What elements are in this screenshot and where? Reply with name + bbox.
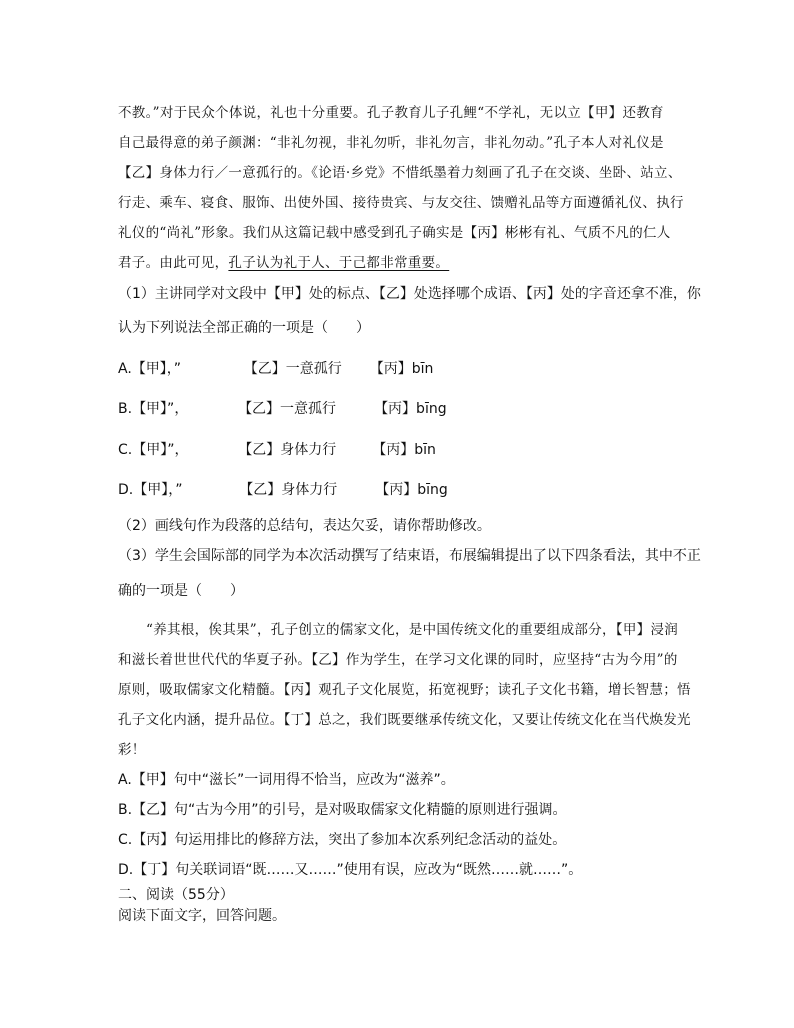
underlined-sentence: 孔子认为礼于人、于己都非常重要。 <box>228 255 450 271</box>
option-bing: 【丙】bīn <box>369 361 434 377</box>
option-letter: C. <box>118 442 133 458</box>
option-jia: 【甲】，” <box>133 482 183 498</box>
passage1-line-1: 不教。”对于民众个体说，礼也十分重要。孔子教育儿子孔鲤“不学礼，无以立【甲】还教育 <box>118 105 664 121</box>
option-letter: A. <box>118 361 132 377</box>
option-bing: 【丙】bīn <box>372 442 436 458</box>
option-yi: 【乙】一意孤行 <box>243 361 342 377</box>
option-jia: 【甲】”， <box>132 401 189 417</box>
option-yi: 【乙】身体力行 <box>239 482 338 498</box>
q3-option-c[interactable]: C.【丙】句运用排比的修辞方法，突出了参加本次系列纪念活动的益处。 <box>118 832 567 848</box>
option-jia: 【甲】”， <box>132 442 189 458</box>
option-bing: 【丙】bīng <box>375 482 448 498</box>
q3-option-a[interactable]: A.【甲】句中“滋长”一词用得不恰当，应改为“滋养”。 <box>118 772 455 788</box>
option-letter: D. <box>118 482 134 498</box>
q3-stem-line-2: 确的一项是（ ） <box>118 583 244 599</box>
passage1-line-3: 【乙】身体力行／一意孤行的。《论语·乡党》不惜纸墨着力刻画了孔子在交谈、坐卧、站立、 <box>118 165 682 181</box>
option-jia: 【甲】，” <box>131 361 182 377</box>
q3-passage-line-5: 彩！ <box>118 742 146 758</box>
q1-option-d[interactable] <box>118 479 448 499</box>
passage1-line-5: 礼仪的“尚礼”形象。我们从这篇记载中感受到孔子确实是【丙】彬彬有礼、气质不凡的仁人 <box>118 225 671 241</box>
q3-passage-line-1: “养其根，俟其果”，孔子创立的儒家文化，是中国传统文化的重要组成部分，【甲】浸润 <box>146 622 679 638</box>
passage1-line-4: 行走、乘车、寝食、服饰、出使外国、接待贵宾、与友交往、馈赠礼品等方面遵循礼仪、执行 <box>118 195 684 211</box>
option-bing: 【丙】bīng <box>374 401 447 417</box>
q1-stem-line-1: （1）主讲同学对文段中【甲】处的标点、【乙】处选择哪个成语、【丙】处的字音还拿不准，你 <box>118 286 701 302</box>
q3-passage-line-2: 和滋长着世世代代的华夏子孙。【乙】作为学生，在学习文化课的同时，应坚持“古为今用”的 <box>118 652 678 668</box>
passage1-line-2: 自己最得意的弟子颜渊：“非礼勿视，非礼勿听，非礼勿言，非礼勿动。”孔子本人对礼仪是 <box>118 135 664 151</box>
q2-stem: （2）画线句作为段落的总结句，表达欠妥，请你帮助修改。 <box>118 518 491 534</box>
q1-stem-line-2: 认为下列说法全部正确的一项是（ ） <box>118 320 370 336</box>
passage1-line-6 <box>118 251 449 271</box>
q3-stem-line-1: （3）学生会国际部的同学为本次活动撰写了结束语，布展编辑提出了以下四条看法，其中不正 <box>118 548 701 564</box>
option-letter: B. <box>118 401 133 417</box>
q1-option-b[interactable] <box>118 398 447 418</box>
q3-option-d[interactable]: D.【丁】句关联词语“既……又……”使用有误，应改为“既然……就……”。 <box>118 862 583 878</box>
section-instruction: 阅读下面文字，回答问题。 <box>118 908 286 924</box>
q1-option-c[interactable] <box>118 439 436 459</box>
q3-option-b[interactable]: B.【乙】句“古为今用”的引号，是对吸取儒家文化精髓的原则进行强调。 <box>118 802 567 818</box>
option-yi: 【乙】身体力行 <box>238 442 337 458</box>
passage1-last-prefix: 君子。由此可见， <box>118 255 229 271</box>
option-yi: 【乙】一意孤行 <box>238 401 337 417</box>
section-title: 二、阅读（55分） <box>118 887 234 903</box>
q3-passage-line-4: 孔子文化内涵，提升品位。【丁】总之，我们既要继承传统文化，又要让传统文化在当代焕发光 <box>118 712 691 728</box>
q3-passage-line-3: 原则，吸取儒家文化精髓。【丙】观孔子文化展览，拓宽视野；读孔子文化书籍，增长智慧；悟 <box>118 682 691 698</box>
q1-option-a[interactable] <box>118 358 433 378</box>
